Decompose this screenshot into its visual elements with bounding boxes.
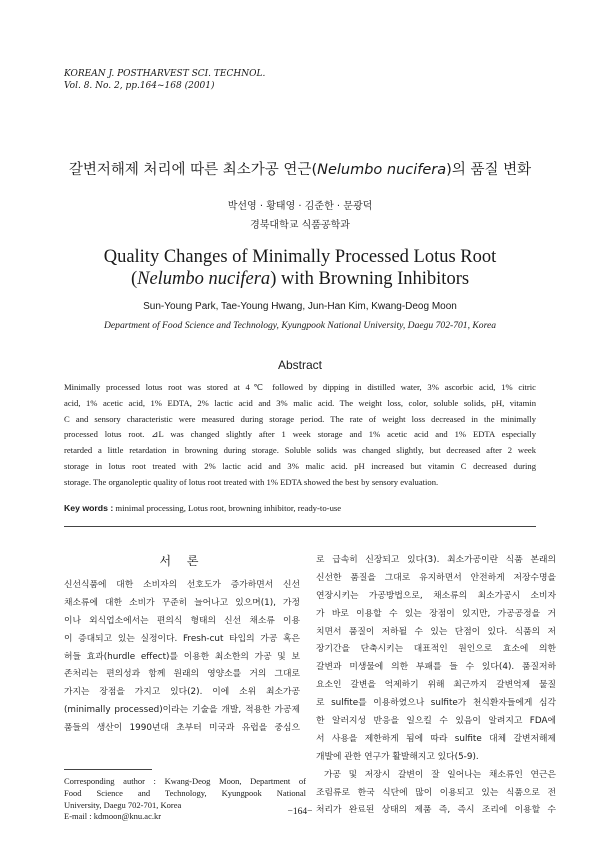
body-line: 장기간을 단축시키는 대표적인 원인으로 효소에 의한 [316,644,556,655]
abstract-line: C and sensory characteristic were measured during storage period. The rate of weight loss decreased in the minimally [64,413,536,424]
body-line: 허들 효과(hurdle effect)를 이용한 최소한의 가공 및 보 [64,651,300,662]
body-line: 처리가 완료된 상태의 제품 즉, 즉시 조리에 이용할 수 [316,805,556,816]
title-korean-italic: Nelumbo nucifera [317,162,447,178]
authors-korean: 박선영 · 황태영 · 김준한 · 문광덕 [227,201,373,212]
keywords-label: Key words : [64,503,114,513]
body-line: 이 증대되고 있는 실정이다. Fresh-cut 타입의 가공 혹은 [64,633,300,644]
body-line: 개발에 관한 연구가 활발해지고 있다(5-9). [316,751,479,762]
page-number: −164− [287,807,313,817]
title-english-line1: Quality Changes of Minimally Processed Lotus Root [103,247,497,267]
right-column [316,552,556,820]
body-line: 서 사용을 제한하게 됨에 따라 sulfite 대체 갈변저해제 [316,733,556,744]
body-line: 조림류로 한국 식단에 많이 이용되고 있는 식품으로 전 [316,787,556,798]
body-line: 신선한 품질을 그대로 유지하면서 안전하게 저장수명을 [316,572,556,583]
journal-header [64,68,265,92]
abstract-line: Minimally processed lotus root was stored at 4℃ followed by dipping in distilled water, 3% ascorbic acid, 1% citric [64,382,536,392]
body-line: 존처리는 편의성과 함께 원래의 영양소를 거의 그대로 [64,669,300,680]
footnote-line: Corresponding author : Kwang-Deog Moon, Department of [64,776,306,786]
authors-english: Sun-Young Park, Tae-Young Hwang, Jun-Han Kim, Kwang-Deog Moon [143,301,457,312]
body-line: 가 바로 이용할 수 있는 장점이 있지만, 가공공정을 거 [316,608,556,619]
title-english-line2 [0,268,600,290]
abstract-line: storage in lotus root treated with 2% lactic acid and 3% malic acid. pH increased but vitamin C decreased during [64,460,536,471]
footnote-rule [64,769,152,770]
body-line: 갈변과 미생물에 의한 부패를 들 수 있다(4). 품질저하 [316,662,556,673]
body-line: 요소인 갈변을 억제하기 위해 최근까지 갈변억제 물질 [316,680,556,691]
footnote-line: Food Science and Technology, Kyungpook National [64,787,306,798]
title-english-italic: Nelumbo nucifera [137,269,271,289]
body-line: (minimally processed)이라는 기술을 개발, 적용한 가공제 [64,705,300,716]
body-line: 치면서 품질이 저하될 수 있는 단점이 있다. 식품의 저 [316,626,556,637]
abstract-body [64,380,536,491]
abstract-heading: Abstract [277,358,322,372]
title-english-rest: ) with Browning Inhibitors [270,269,470,289]
body-line: 신선식품에 대한 소비자의 선호도가 증가하면서 신선 [64,580,300,590]
footnote-line: University, Daegu 702-701, Korea [64,799,182,810]
section-title: 서 론 [159,554,205,568]
left-column [64,577,300,738]
affiliation-korean: 경북대학교 식품공학과 [250,220,350,231]
title-korean [0,158,600,179]
body-line: 품들의 생산이 1990년대 초부터 미국과 유럽을 중심으 [64,723,300,734]
abstract-line: storage. The organoleptic quality of lotus root treated with 1% EDTA showed the best by sensory evaluation. [64,476,439,487]
journal-volume: Vol. 8. No. 2, pp.164~168 (2001) [64,81,215,91]
journal-name: KOREAN J. POSTHARVEST SCI. TECHNOL. [64,69,266,79]
title-korean-before: 갈변저해제 처리에 따른 최소가공 연근( [68,162,318,178]
footnote-line: E-mail : kdmoon@knu.ac.kr [64,811,162,822]
body-line: 로 급속히 신장되고 있다(3). 최소가공이란 식품 본래의 [316,555,556,565]
title-korean-after: )의 품질 변화 [446,162,532,178]
body-line: 가공 및 저장시 갈변이 잘 일어나는 채소류인 연근은 [324,769,556,780]
divider [64,526,536,527]
abstract-line: processed lotus root. ⊿L was changed slightly after 1 week storage and 1% acetic acid and 1% EDTA especially [64,429,536,440]
body-line: 로 sulfite를 이용하였으나 sulfite가 천식환자들에게 심각 [316,698,556,709]
abstract-line: acid, 1% acetic acid, 1% EDTA, 2% lactic acid and 3% malic acid. The weight loss, color, soluble solids, pH, vitamin [64,397,536,408]
body-line: 이나 외식업소에서는 편의식 형태의 신선 채소류 이용 [64,615,300,626]
body-line: 한 알러지성 반응을 일으킬 수 있음이 알려지고 FDA에 [316,716,556,727]
keywords-text: minimal processing, Lotus root, browning inhibitor, ready-to-use [113,503,342,513]
body-line: 가지는 장점을 가지고 있다(2). 이에 소위 최소가공 [64,687,300,698]
affiliation-english: Department of Food Science and Technology, Kyungpook National University, Daegu 702-701, Korea [103,320,497,331]
body-line: 연장시키는 가공방법으로, 채소류의 최소가공시 소비자 [316,590,556,601]
body-line: 채소류에 대한 소비가 꾸준히 늘어나고 있으며(1), 가정 [64,597,300,608]
title-english [0,246,600,290]
abstract-line: retarded a little retardation in browning during storage. Soluble solids was changed slightly, but decreased after 2 week [64,445,536,456]
keywords [64,503,341,513]
title-english-open: ( [130,269,138,289]
